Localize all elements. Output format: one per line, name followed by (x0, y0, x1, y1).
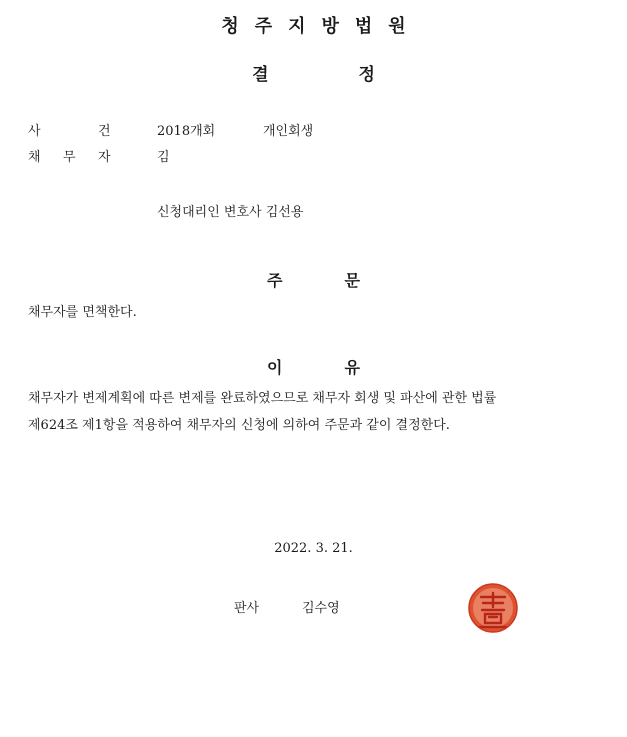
order-heading: 주문 (267, 271, 422, 290)
court-name: 청주지방법원 (221, 16, 422, 37)
attorney-line: 신청대리인 변호사 김선용 (157, 205, 304, 220)
case-label: 사 건 (28, 124, 111, 139)
decision-date: 2022. 3. 21. (274, 541, 353, 556)
case-number: 2018개회 (157, 124, 216, 139)
document-title: 결정 (252, 65, 465, 85)
reason-line-1: 채무자가 변제계획에 따른 변제를 완료하였으므로 채무자 회생 및 파산에 관한 법률 (28, 391, 497, 406)
debtor-name: 김 (157, 150, 170, 165)
judge-label: 판사 (234, 601, 260, 616)
reason-line-2: 제624조 제1항을 적용하여 채무자의 신청에 의하여 주문과 같이 결정한다. (28, 418, 450, 433)
judge-name: 김수영 (302, 601, 340, 616)
case-type: 개인회생 (263, 124, 314, 139)
debtor-label: 채 무 자 (28, 150, 111, 165)
reason-heading: 이유 (267, 358, 422, 377)
court-seal-icon (468, 583, 518, 633)
order-text: 채무자를 면책한다. (28, 305, 137, 320)
